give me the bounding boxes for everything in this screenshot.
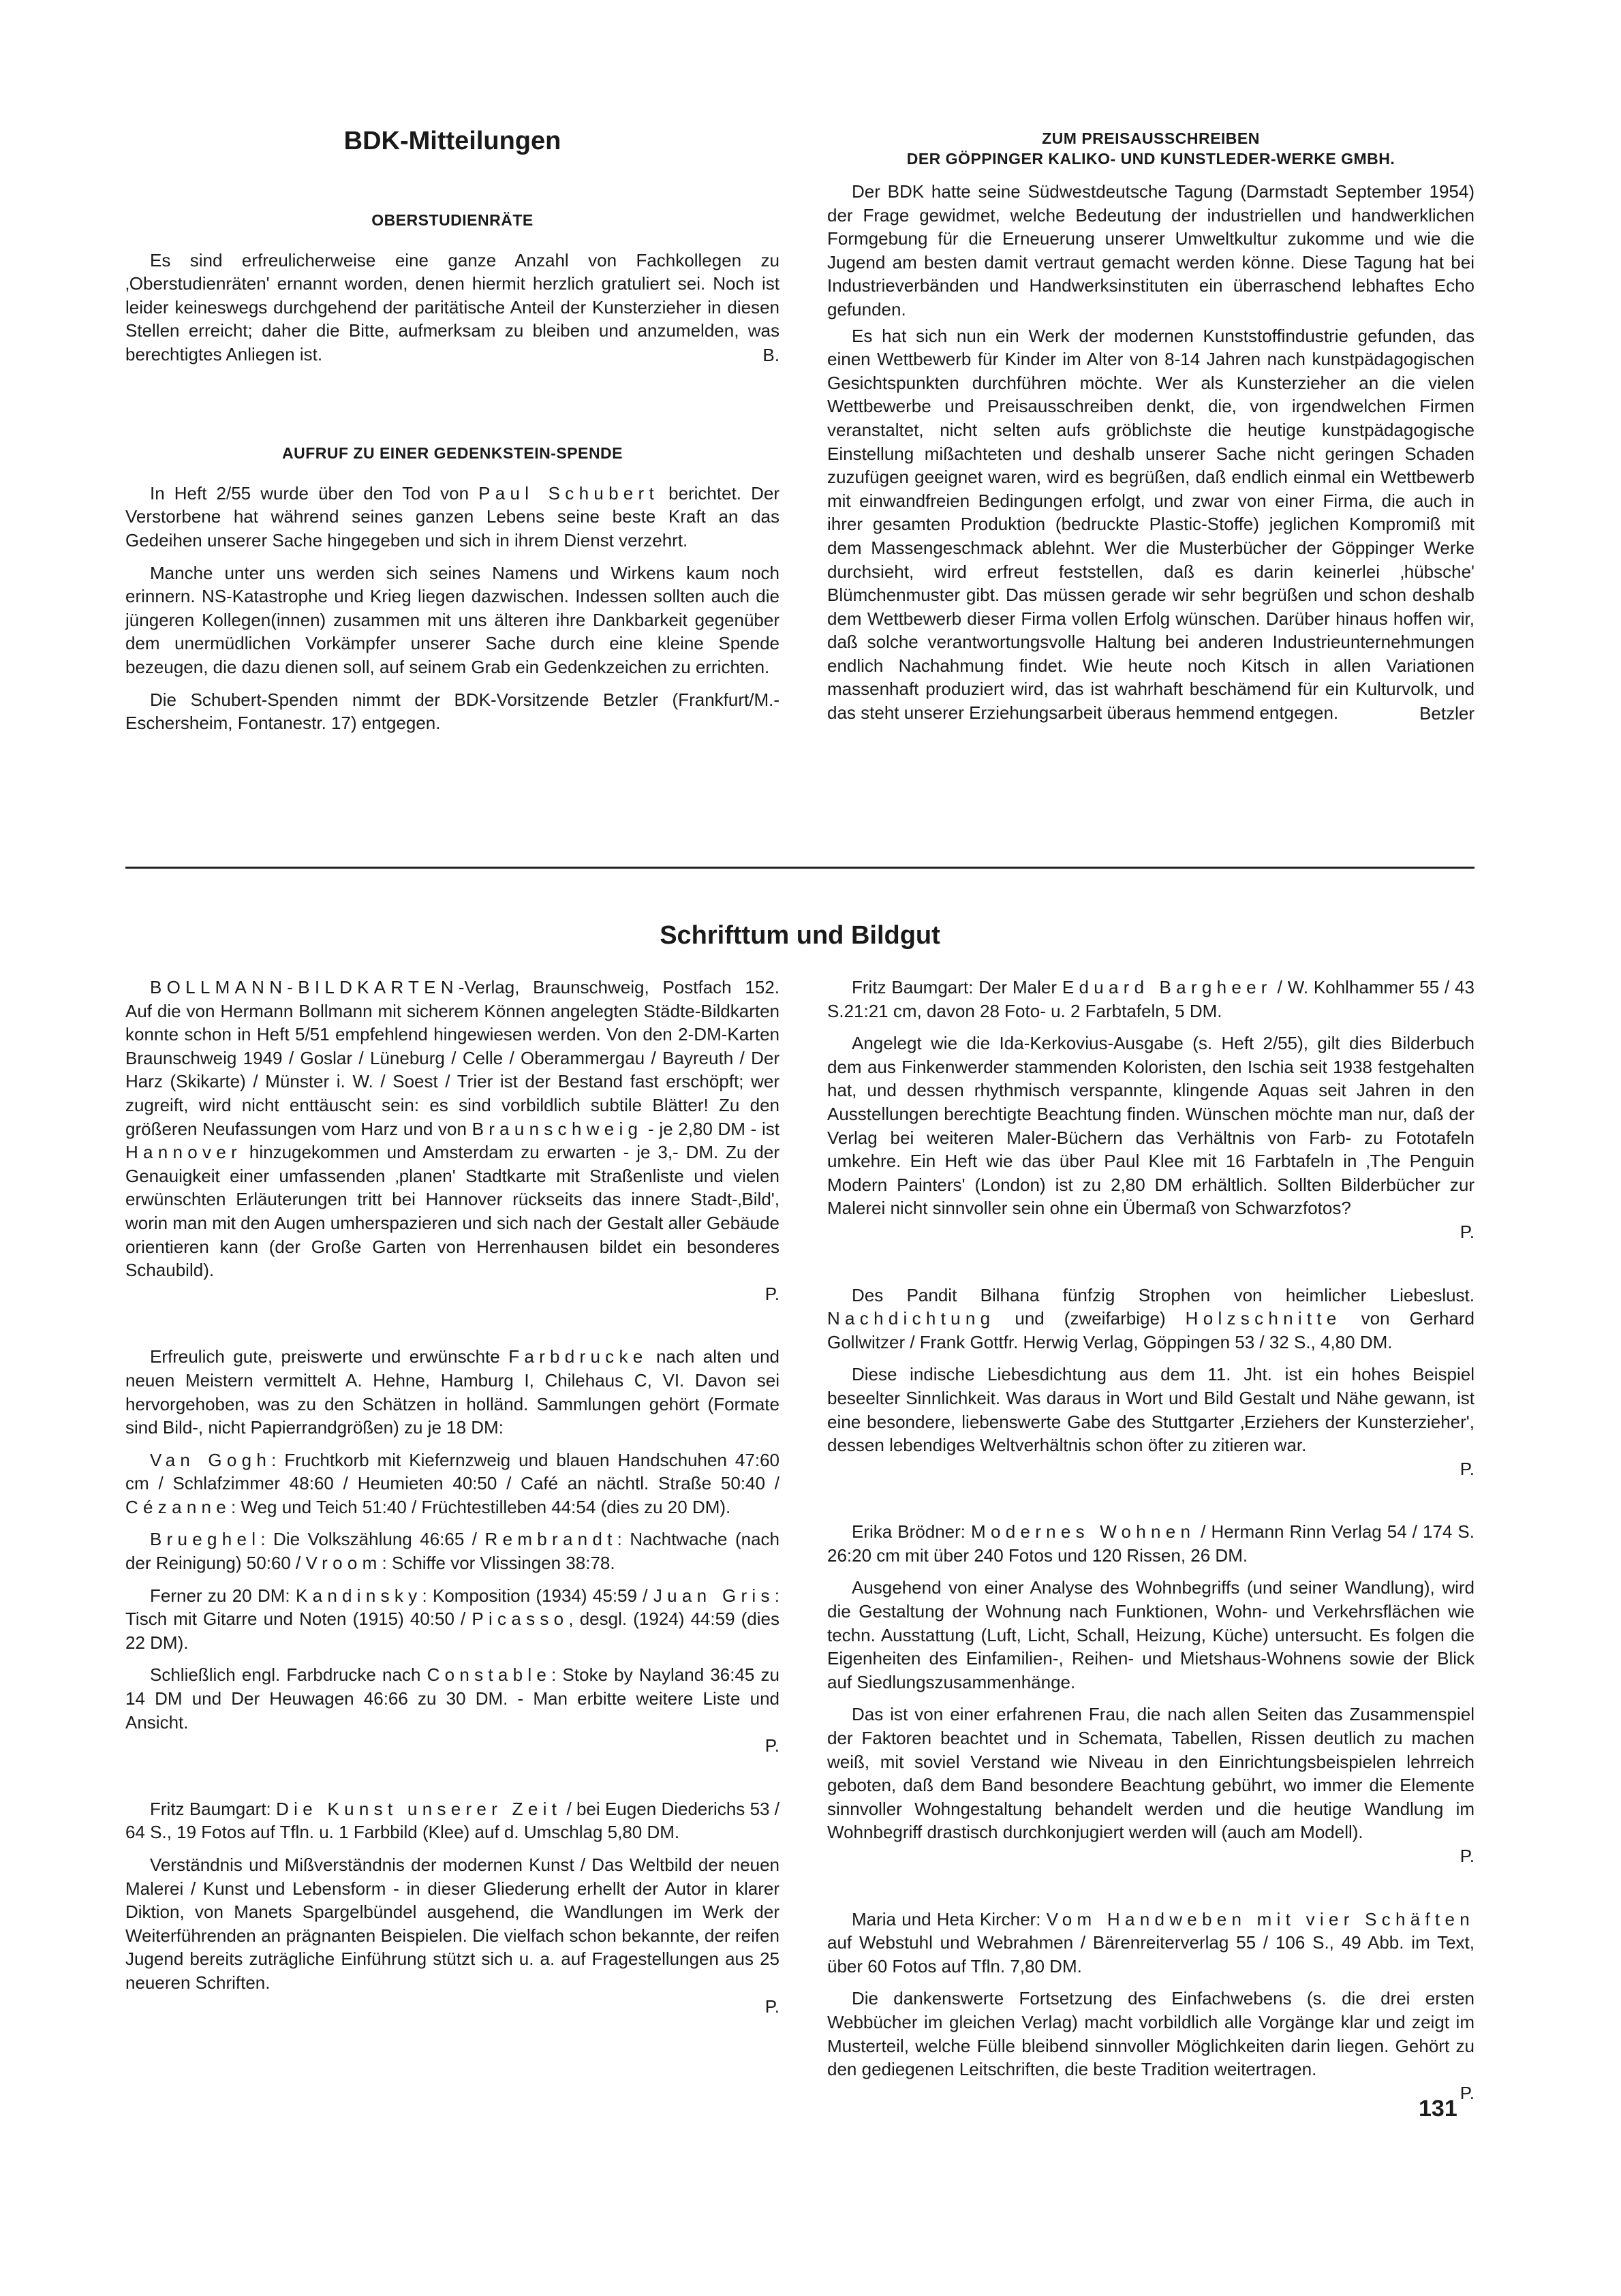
bargheer-signature: P. bbox=[1460, 1221, 1475, 1242]
preisausschreiben-p2: Es hat sich nun ein Werk der modernen Kunststoffindustrie gefunden, das einen Wettbewerb für Kinder im Alter von 8-14 Jahren nach kunstpädagogischen Gesichtspunkten durchführen möchte. Wer als Kunsterzieher an die vielen Wettbewerbe und Preisausschreiben denkt, die, von irgendwelchen Firmen veranstaltet, nicht selten aufs gröblichste die heutige kunstpädagogische Einstellung mißachteten und deshalb unserer Sache nicht geringen Schaden zuzufügen geeignet waren, wird es begrüßen, daß endlich einmal ein Wettbewerb mit einwandfreien Bedingungen erfolgt, und zwar von einer Firma, die auch in ihrer gesamten Produktion (bedruckte Plastic-Stoffe) jeglichen Kompromiß mit dem Massengeschmack ablehnt. Wer die Musterbücher der Göppinger Werke durchsieht, wird erfreut feststellen, daß es darin keinerlei ‚hübsche' Blümchenmuster gibt. Das müssen gerade wir sehr begrüßen und schon deshalb dem Wettbewerb dieser Firma vollen Erfolg wünschen. Darüber hinaus hoffen wir, daß solche verantwortungsvolle Haltung bei anderen Industrieunternehmungen endlich Nachahmung findet. Wie heute noch Kitsch in allen Variationen massenhaft produziert wird, das ist wahrhaft beschämend für ein Kulturvolk, und das steht unserer Erziehungsarbeit überaus hemmend entgegen. bbox=[827, 325, 1475, 724]
oberstudienraete-heading: OBERSTUDIENRÄTE bbox=[371, 211, 534, 229]
handweben-review: Die dankenswerte Fortsetzung des Einfachwebens (s. die drei ersten Webbücher im gleichen Verlag) macht vorbildlich alle Vorgänge klar und zeigt im Musterteil, welche Fülle bleibend sinnvoller Möglichkeiten darin liegen. Gehört zu den gediegenen Leitschriften, die beste Tradition weitertragen. bbox=[827, 1988, 1475, 2080]
gedenkstein-p3: Die Schubert-Spenden nimmt der BDK-Vorsitzende Betzler (Frankfurt/M.-Eschersheim, Fontanestr. 17) entgegen. bbox=[125, 689, 779, 734]
schrifttum-left-column bbox=[125, 976, 779, 2018]
bollmann-signature: P. bbox=[765, 1283, 779, 1304]
pandit-review: Diese indische Liebesdichtung aus dem 11. Jht. ist ein hohes Beispiel beseelter Sinnlichkeit. Was daraus in Wort und Bild Gestalt und Nähe gewann, ist eine besondere, liebenswerte Gabe des Stuttgarter ‚Erziehers der Kunsterzieher', dessen lebendiges Weltverhältnis schon öfter zu zitieren war. bbox=[827, 1364, 1475, 1456]
preisausschreiben-heading1: ZUM PREISAUSSCHREIBEN bbox=[1042, 129, 1260, 147]
farbdrucke-ferner: Ferner zu 20 DM: Kandinsky: Komposition (1934) 45:59 / Juan Gris: Tisch mit Gitarre und Noten (1915) 40:50 / Picasso, desgl. (1924) 44:59 (dies 22 DM). bbox=[125, 1585, 779, 1653]
bollmann-text: BOLLMANN-BILDKARTEN-Verlag, Braunschweig, Postfach 152. Auf die von Hermann Bollmann mit sicherem Können angelegten Städte-Bildkarten konnte schon in Heft 5/51 empfehlend hingewiesen werden. Von den 2-DM-Karten Braunschweig 1949 / Goslar / Lüneburg / Celle / Oberammergau / Bayreuth / Der Harz (Skikarte) / Münster i. W. / Soest / Trier ist der Bestand fast erschöpft; wer zugreift, wird nicht enttäuscht sein: es sind vorbildlich subtile Blätter! Zu den größeren Neufassungen vom Harz und von Braunschweig - je 2,80 DM - ist Hannover hinzugekommen und Amsterdam zu erwarten - je 3,- DM. Zu der Genauigkeit einer umfassenden ‚planen' Stadtkarte mit Straßenliste und vielen erwünschten Erläuterungen tritt bei Hannover rückseits das innere Stadt-‚Bild', worin man mit den Augen umherspazieren und sich nach der Gestalt aller Gebäude orientieren kann (der Große Garten von Herrenhausen bildet ein besonderes Schaubild). bbox=[125, 977, 779, 1281]
gedenkstein-p2: Manche unter uns werden sich seines Namens und Wirkens kaum noch erinnern. NS-Katastrophe und Krieg liegen dazwischen. Indessen sollten auch die jüngeren Kollegen(innen) zusammen mit uns älteren ihre Dankbarkeit gegenüber dem unermüdlichen Vorkämpfer unserer Sache durch eine kleine Spende bezeugen, die dazu dienen soll, auf seinem Grab ein Gedenkzeichen zu errichten. bbox=[125, 562, 779, 677]
wohnen-review-2: Das ist von einer erfahrenen Frau, die nach allen Seiten das Zusammenspiel der Faktoren beachtet und in Schemata, Tabellen, Rissen deutlich zu machen weiß, mit soviel Verstand wie Niveau in den Einrichtungsbeispielen lehrreich geboten, daß dem Band besondere Beachtung gebührt, wo immer die Elemente sinnvoller Wohngestaltung behandelt werden und die heutige Wandlung im Wohnbegriff drastisch durchkonjugiert werden will (auch am Modell). bbox=[827, 1704, 1475, 1843]
pandit-entry bbox=[827, 1284, 1475, 1481]
kunstzeit-signature: P. bbox=[765, 1996, 779, 2017]
handweben-citation: Maria und Heta Kircher: Vom Handweben mit vier Schäften auf Webstuhl und Webrahmen / Bärenreiterverlag 55 / 106 S., 49 Abb. im Text, über 60 Fotos auf Tfln. 7,80 DM. bbox=[827, 1908, 1475, 1976]
wohnen-signature: P. bbox=[1460, 1846, 1475, 1866]
schrifttum-title: Schrifttum und Bildgut bbox=[660, 921, 940, 950]
gedenkstein-p1: In Heft 2/55 wurde über den Tod von Paul Schubert berichtet. Der Verstorbene hat während seines ganzen Lebens seine beste Kraft an das Gedeihen unserer Sache hingegeben und sich in ihrem Dienst verzehrt. bbox=[125, 482, 779, 550]
handweben-entry bbox=[827, 1908, 1475, 2105]
section-divider bbox=[125, 867, 1475, 869]
handweben-signature: P. bbox=[1460, 2082, 1475, 2103]
wohnen-review-1: Ausgehend von einer Analyse des Wohnbegriffs (und seiner Wandlung), wird die Gestaltung der Wohnung nach Funktionen, Wohn- und Verkehrsflächen wie techn. Ausstattung (Luft, Licht, Schall, Heizung, Küche) untersucht. Es folgen die Eigenheiten des Einfamilien-, Reihen- und Mietshaus-Wohnens sowie der Blick auf Siedlungszusammenhänge. bbox=[827, 1577, 1475, 1692]
bollmann-entry bbox=[125, 976, 779, 1305]
kunstzeit-review: Verständnis und Mißverständnis der modernen Kunst / Das Weltbild der neuen Malerei / Kunst und Lebensform - in dieser Gliederung erhellt der Autor in klarer Diktion, von Manets Spargelbündel ausgehend, die Wandlungen im Werk der Weiterführenden an prägnanten Beispielen. Die vielfach schon bekannte, der reifen Jugend bereits zuträgliche Einführung stützt sich u. a. auf Fragestellungen aus 25 neueren Schriften. bbox=[125, 1855, 779, 1993]
page-number: 131 bbox=[1419, 2096, 1457, 2122]
bdk-title: BDK-Mitteilungen bbox=[343, 127, 561, 155]
preisausschreiben-p1: Der BDK hatte seine Südwestdeutsche Tagung (Darmstadt September 1954) der Frage gewidmet, welche Bedeutung der industriellen und handwerklichen Formgebung für die Erneuerung unserer Umweltkultur zukomme und wie die Jugend am besten damit vertraut gemacht werden könne. Diese Tagung hat bei Industrieverbänden und Handwerksinstituten ein überraschend lebhaftes Echo gefunden. bbox=[827, 181, 1475, 320]
preisausschreiben-heading2: DER GÖPPINGER KALIKO- UND KUNSTLEDER-WERKE GMBH. bbox=[906, 150, 1395, 168]
farbdrucke-brueghel: Brueghel: Die Volkszählung 46:65 / Rembrandt: Nachtwache (nach der Reinigung) 50:60 / Vroom: Schiffe vor Vlissingen 38:78. bbox=[125, 1529, 779, 1574]
farbdrucke-constable: Schließlich engl. Farbdrucke nach Constable: Stoke by Nayland 36:45 zu 14 DM und Der Heuwagen 46:66 zu 30 DM. - Man erbitte weitere Liste und Ansicht. bbox=[125, 1664, 779, 1733]
wohnen-entry bbox=[827, 1520, 1475, 1867]
bargheer-review: Angelegt wie die Ida-Kerkovius-Ausgabe (s. Heft 2/55), gilt dies Bilderbuch dem aus Finkenwerder stammenden Koloristen, den Ischia seit 1938 festgehalten hat, und dessen rhythmisch verspannte, klingende Aquas seit Jahren in den Ausstellungen berechtigte Beachtung finden. Wünschen möchte man nur, daß der Verlag bei weiteren Maler-Büchern das Verhältnis von Farb- zu Fototafeln umkehre. Ein Heft wie das über Paul Klee mit 16 Farbtafeln in ‚The Penguin Modern Painters' (London) ist zu 2,80 DM erhältlich. Sollten Bilderbücher zur Malerei nicht sinnvoller sein ohne ein Übermaß von Schwarzfotos? bbox=[827, 1033, 1475, 1219]
kunstzeit-entry bbox=[125, 1797, 779, 2018]
kunstzeit-citation: Fritz Baumgart: Die Kunst unserer Zeit / bei Eugen Diederichs 53 / 64 S., 19 Fotos auf Tfln. u. 1 Farbbild (Klee) auf d. Umschlag 5,80 DM. bbox=[125, 1798, 780, 1843]
pandit-signature: P. bbox=[1460, 1458, 1475, 1479]
farbdrucke-entry bbox=[125, 1345, 779, 1758]
oberstudienraete-text: Es sind erfreulicherweise eine ganze Anzahl von Fachkollegen zu ‚Oberstudienräten' ernannt worden, denen hiermit herzlich gratuliert sei. Noch ist leider keineswegs durchgehend der paritätische Anteil der Kunsterzieher in diesen Stellen erreicht; daher die Bitte, aufmerksam zu bleiben und anzumelden, was berechtigtes Anliegen ist. bbox=[125, 249, 779, 364]
farbdrucke-intro: Erfreulich gute, preiswerte und erwünschte Farbdrucke nach alten und neuen Meistern vermittelt A. Hehne, Hamburg I, Chilehaus C, VI. Davon sei hervorgehoben, was zu den Schätzen in holländ. Sammlungen gehört (Formate sind Bild-, nicht Papierrandgrößen) zu je 18 DM: bbox=[125, 1346, 780, 1438]
bargheer-citation: Fritz Baumgart: Der Maler Eduard Bargheer / W. Kohlhammer 55 / 43 S.21:21 cm, davon 28 Foto- u. 2 Farbtafeln, 5 DM. bbox=[827, 977, 1475, 1021]
bargheer-entry bbox=[827, 976, 1475, 1244]
pandit-citation: Des Pandit Bilhana fünfzig Strophen von heimlicher Liebeslust. Nachdichtung und (zweifarbige) Holzschnitte von Gerhard Gollwitzer / Frank Gottfr. Herwig Verlag, Göppingen 53 / 32 S., 4,80 DM. bbox=[827, 1284, 1475, 1352]
gedenkstein-heading: AUFRUF ZU EINER GEDENKSTEIN-SPENDE bbox=[281, 444, 623, 463]
preisausschreiben-column bbox=[827, 128, 1475, 725]
farbdrucke-signature: P. bbox=[765, 1735, 779, 1756]
oberstudienraete-signature: B. bbox=[762, 344, 779, 365]
farbdrucke-vangogh: Van Gogh: Fruchtkorb mit Kiefernzweig und blauen Handschuhen 47:60 cm / Schlafzimmer 48:60 / Heumieten 40:50 / Café an nächtl. Straße 50:40 / Cézanne: Weg und Teich 51:40 / Früchtestilleben 44:54 (dies zu 20 DM). bbox=[125, 1449, 779, 1517]
preisausschreiben-signature: Betzler bbox=[1419, 702, 1475, 724]
wohnen-citation: Erika Brödner: Modernes Wohnen / Hermann Rinn Verlag 54 / 174 S. 26:20 cm mit über 240 Fotos und 120 Rissen, 26 DM. bbox=[827, 1521, 1475, 1566]
bdk-column bbox=[125, 208, 779, 744]
schrifttum-right-column bbox=[827, 976, 1475, 2105]
